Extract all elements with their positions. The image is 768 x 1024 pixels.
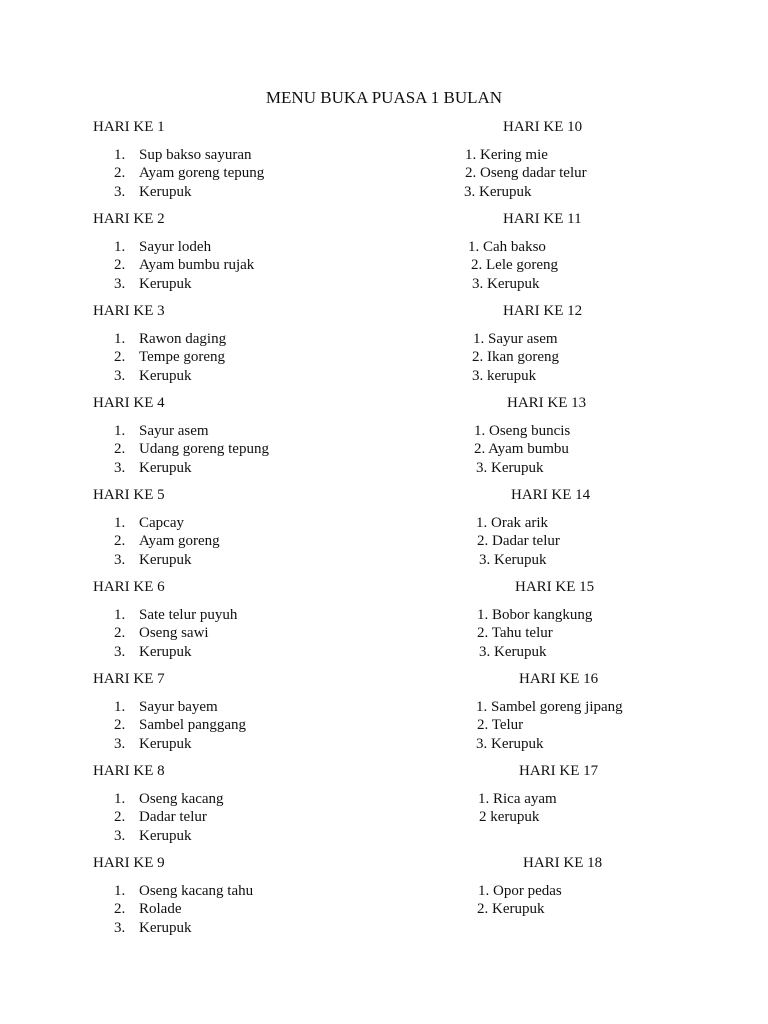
day-heading: HARI KE 7 [93,671,165,687]
list-item-number: 2. [114,901,126,918]
page-title: MENU BUKA PUASA 1 BULAN [265,88,503,107]
list-item: Ayam bumbu rujak [139,257,255,274]
list-item: 1. Opor pedas [478,883,562,899]
list-item: 3. Kerupuk [479,643,547,660]
list-item-number: 3. [114,735,126,752]
list-item-number: 2. [114,165,126,182]
list-item: 3. kerupuk [472,367,537,384]
list-item: 3. Kerupuk [476,459,544,476]
list-item: Kerupuk [139,827,192,844]
list-item: Ayam goreng [139,533,220,550]
list-item-number: 1. [114,699,126,715]
list-item-number: 3. [114,827,126,844]
list-item: 2. Dadar telur [477,533,560,550]
list-item: Oseng kacang tahu [139,883,254,899]
list-item-number: 2. [114,809,126,826]
list-item-number: 3. [114,919,126,936]
list-item: Sayur asem [139,423,209,439]
day-heading: HARI KE 18 [523,855,603,871]
list-item-number: 2. [114,257,126,274]
list-item: Sambel panggang [139,717,247,734]
list-item: Oseng sawi [139,625,209,642]
day-heading: HARI KE 9 [93,855,165,871]
list-item: 1. Sambel goreng jipang [476,699,623,715]
list-item-number: 1. [114,239,126,255]
day-heading: HARI KE 6 [93,579,165,595]
day-heading: HARI KE 12 [503,303,583,319]
list-item: Kerupuk [139,183,192,200]
list-item: 2. Kerupuk [477,901,545,918]
day-heading: HARI KE 4 [93,395,165,411]
list-item-number: 2. [114,349,126,366]
list-item: Sate telur puyuh [139,607,238,623]
list-item: 1. Sayur asem [473,331,558,347]
list-item-number: 1. [114,331,126,347]
day-heading: HARI KE 15 [515,579,595,595]
list-item: 2. Oseng dadar telur [465,165,587,182]
list-item: 3. Kerupuk [476,735,544,752]
list-item-number: 1. [114,423,126,439]
list-item: Kerupuk [139,643,192,660]
list-item-number: 1. [114,515,126,531]
list-item: 2 kerupuk [479,809,540,826]
day-heading: HARI KE 14 [511,487,591,503]
list-item: Sayur bayem [139,699,218,715]
list-item: 2. Tahu telur [477,625,553,642]
list-item: Sup bakso sayuran [139,147,252,163]
list-item: 1. Rica ayam [478,791,557,807]
list-item-number: 1. [114,147,126,163]
list-item: Kerupuk [139,459,192,476]
list-item: 1. Kering mie [465,147,548,163]
list-item-number: 3. [114,459,126,476]
list-item: 2. Ayam bumbu [474,441,569,458]
day-heading: HARI KE 17 [519,763,599,779]
list-item: 1. Cah bakso [468,239,546,255]
list-item: Sayur lodeh [139,239,212,255]
list-item: Capcay [139,515,184,531]
list-item: 1. Bobor kangkung [477,607,593,623]
list-item: Rawon daging [139,331,227,347]
day-heading: HARI KE 10 [503,119,583,135]
list-item: Dadar telur [139,809,207,826]
list-item-number: 3. [114,367,126,384]
list-item: Oseng kacang [139,791,224,807]
list-item: 1. Orak arik [476,515,549,531]
list-item-number: 2. [114,625,126,642]
list-item: 2. Telur [477,717,524,734]
list-item: Kerupuk [139,367,192,384]
list-item: Kerupuk [139,275,192,292]
day-heading: HARI KE 1 [93,119,165,135]
list-item: 3. Kerupuk [464,183,532,200]
list-item: 3. Kerupuk [472,275,540,292]
list-item: 2. Ikan goreng [472,349,560,366]
list-item-number: 2. [114,717,126,734]
day-heading: HARI KE 3 [93,303,165,319]
list-item-number: 3. [114,275,126,292]
list-item-number: 3. [114,643,126,660]
list-item-number: 3. [114,551,126,568]
day-heading: HARI KE 2 [93,211,165,227]
list-item-number: 1. [114,607,126,623]
list-item: Udang goreng tepung [139,441,269,458]
day-heading: HARI KE 13 [507,395,587,411]
list-item: Ayam goreng tepung [139,165,265,182]
list-item: Kerupuk [139,551,192,568]
day-heading: HARI KE 16 [519,671,599,687]
day-heading: HARI KE 5 [93,487,165,503]
list-item-number: 3. [114,183,126,200]
day-heading: HARI KE 11 [503,211,582,227]
list-item: 1. Oseng buncis [474,423,571,439]
list-item: Rolade [139,901,182,918]
list-item-number: 2. [114,441,126,458]
list-item-number: 1. [114,791,126,807]
list-item: 2. Lele goreng [471,257,559,274]
list-item: Kerupuk [139,919,192,936]
day-heading: HARI KE 8 [93,763,165,779]
list-item-number: 1. [114,883,126,899]
list-item: Kerupuk [139,735,192,752]
list-item: 3. Kerupuk [479,551,547,568]
list-item: Tempe goreng [139,349,226,366]
list-item-number: 2. [114,533,126,550]
